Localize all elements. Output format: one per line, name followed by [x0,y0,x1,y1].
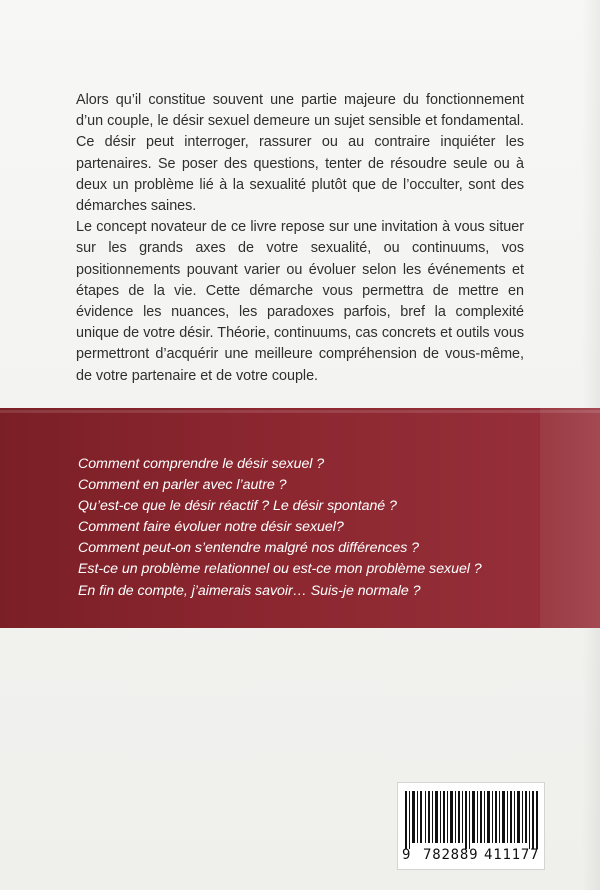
band-fold-highlight [540,408,600,628]
question-6: Est-ce un problème relationnel ou est-ce mon problème sexuel ? [78,561,482,578]
band-top-highlight [0,410,600,413]
question-1: Comment comprendre le désir sexuel ? [78,456,325,472]
isbn-number [402,846,542,864]
barcode-icon [405,791,538,849]
description-paragraph-2: Le concept novateur de ce livre repose sur une invitation à vous situer sur les grands axes de votre sexualité, ou continuums, vos positionnements pouvant varier ou évoluer selon les événements et étapes de la vie. Cette démarche vous permettra de mettre en évidence les nuances, les paradoxes parfois, bref la complexité unique de votre désir. Théorie, continuums, cas concrets et outils vous permettront d’acquérir une meilleure compréhension de vous-même, de votre partenaire et de votre couple. [76,219,524,384]
question-7: En fin de compte, j’aimerais savoir… Suis-je normale ? [78,582,421,599]
description-paragraph-1: Alors qu’il constitue souvent une partie majeure du fonctionnement d’un couple, le désir sexuel demeure un sujet sensible et fondamental. Ce désir peut interroger, rassurer ou au contraire inquiéter les partenaires. Se poser des questions, tenter de résoudre seule ou à deux un problème lié à la sexualité plutôt que de l’occulter, sont des démarches saines. [76,92,524,215]
isbn-barcode [397,782,545,870]
question-5: Comment peut-on s’entendre malgré nos différences ? [78,540,420,557]
question-3: Qu’est-ce que le désir réactif ? Le désir spontané ? [78,498,397,515]
question-list [78,454,538,602]
description-text [76,90,524,387]
isbn-group-2: 411177 [484,847,540,863]
question-2: Comment en parler avec l’autre ? [78,477,287,494]
isbn-lead-digit: 9 [402,847,411,863]
isbn-group-1: 782889 [423,847,479,863]
question-4: Comment faire évoluer notre désir sexuel? [78,519,344,536]
